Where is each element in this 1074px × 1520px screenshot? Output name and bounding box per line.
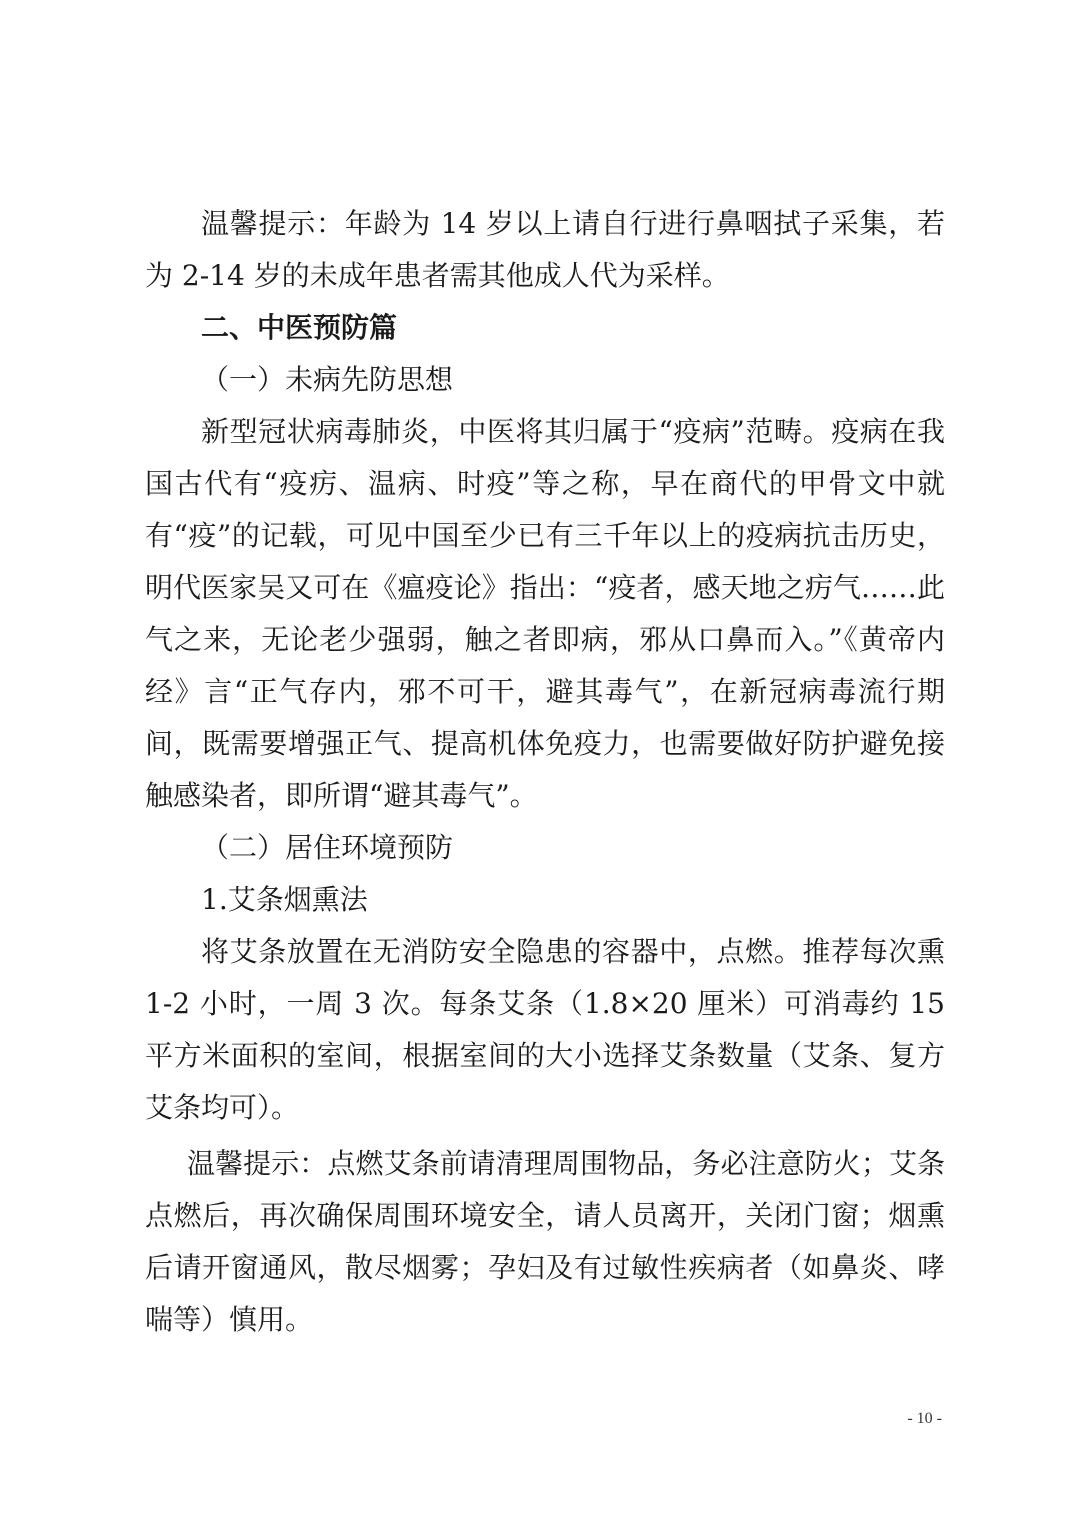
subsection-title-living-environment: （二）居住环境预防 (201, 831, 454, 864)
document-body (145, 198, 945, 1346)
page-number: - 10 - (907, 1410, 942, 1427)
tip-paragraph-moxa-safety: 温馨提示：点燃艾条前请清理周围物品，务必注意防火；艾条点燃后，再次确保周围环境安全，请人员离开，关闭门窗；烟熏后请开窗通风，散尽烟雾；孕妇及有过敏性疾病者（如鼻炎、哮喘等）慎用。 (145, 1147, 945, 1336)
section-title-tcm-prevention: 二、中医预防篇 (201, 311, 398, 344)
subsection-title-prevention-thought: （一）未病先防思想 (201, 363, 454, 396)
item-title-moxa-fumigation: 1.艾条烟熏法 (201, 883, 368, 916)
paragraph-moxa-fumigation: 将艾条放置在无消防安全隐患的容器中，点燃。推荐每次熏 1-2 小时，一周 3 次。每条艾条（1.8×20 厘米）可消毒约 15 平方米面积的室间，根据室间的大小选择艾条数量（艾条、复方艾条均可）。 (145, 935, 945, 1124)
tip-paragraph-sampling: 温馨提示：年龄为 14 岁以上请自行进行鼻咽拭子采集，若为 2-14 岁的未成年患者需其他成人代为采样。 (145, 207, 945, 292)
paragraph-prevention-thought: 新型冠状病毒肺炎，中医将其归属于“疫病”范畴。疫病在我国古代有“疫疠、温病、时疫”等之称，早在商代的甲骨文中就有“疫”的记载，可见中国至少已有三千年以上的疫病抗击历史，明代医家吴又可在《瘟疫论》指出：“疫者，感天地之疠气……此气之来，无论老少强弱，触之者即病，邪从口鼻而入。”《黄帝内经》言“正气存内，邪不可干，避其毒气”，在新冠病毒流行期间，既需要增强正气、提高机体免疫力，也需要做好防护避免接触感染者，即所谓“避其毒气”。 (145, 415, 945, 812)
